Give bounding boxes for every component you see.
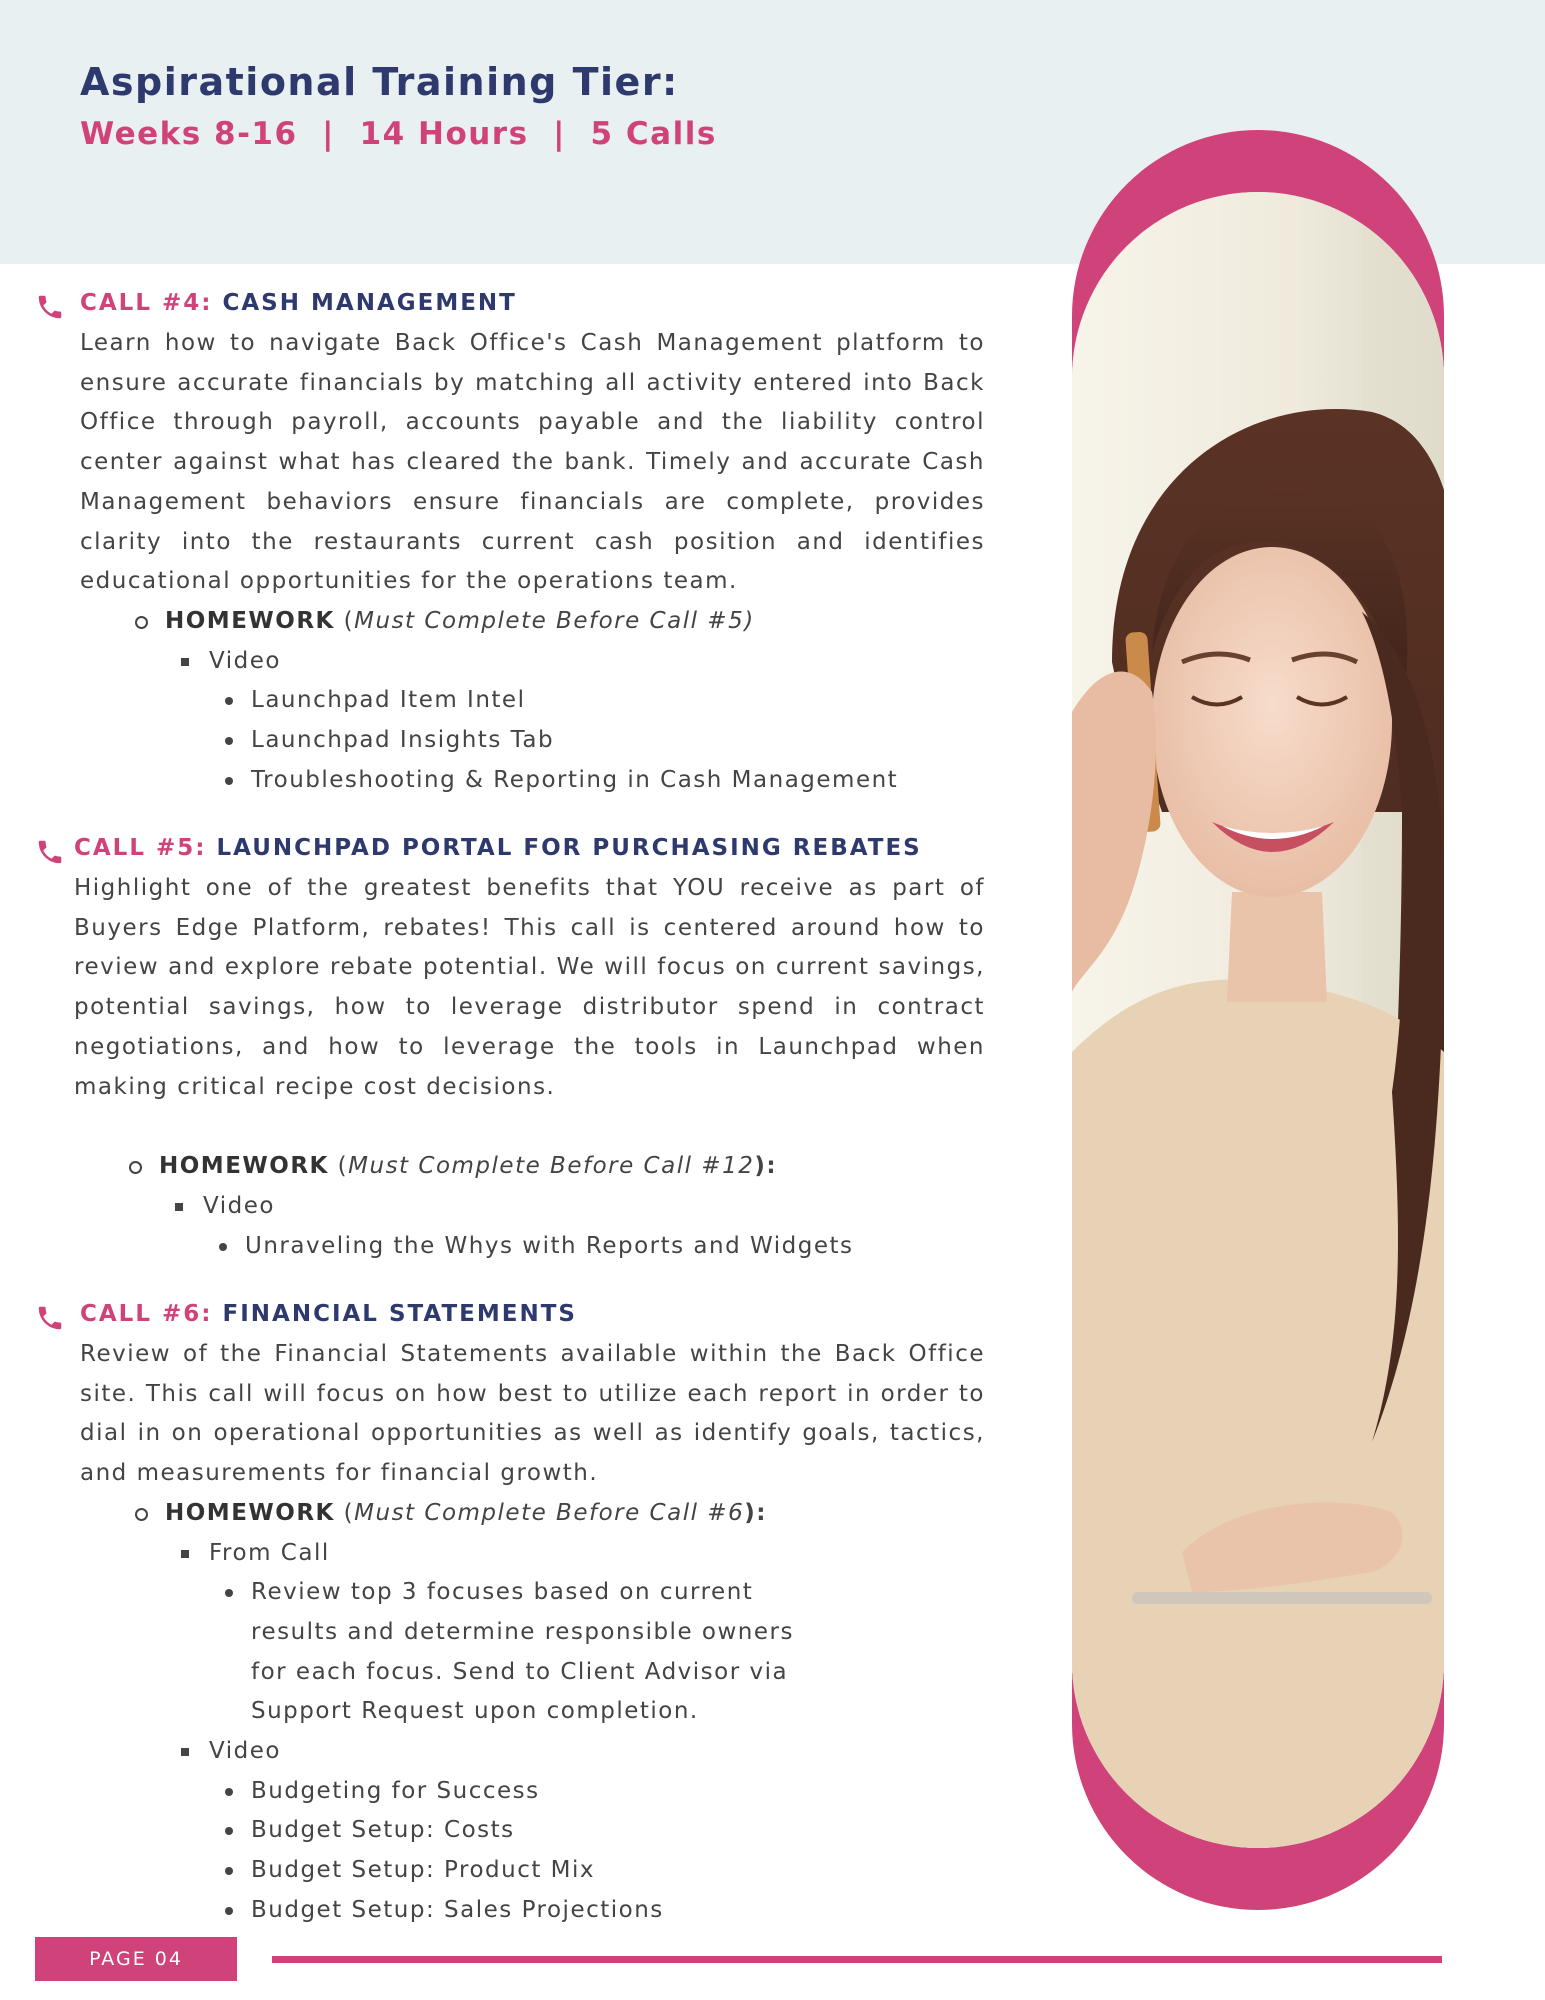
homework-line: [35, 1494, 985, 1534]
call-section-4: [35, 290, 985, 800]
dot-bullet-icon: [225, 1589, 233, 1597]
list-item: [35, 1772, 985, 1812]
list-item: [35, 761, 985, 801]
call-description: Learn how to navigate Back Office's Cash Management platform to ensure accurate financials by matching all activity entered into Back Office through payroll, accounts payable and the liability control center against what has cleared the bank. Timely and accurate Cash Management behaviors ensure financials are complete, provides clarity into the restaurants current cash position and identifies educational opportunities for the operations team.: [80, 330, 985, 595]
homework-line: [35, 602, 985, 642]
dot-bullet-icon: [225, 1788, 233, 1796]
phone-icon: [35, 837, 65, 867]
homework-paren: (: [328, 1153, 349, 1180]
square-bullet-icon: [181, 1550, 189, 1558]
phone-icon: [35, 292, 65, 322]
list-item-text: Budgeting for Success: [251, 1777, 540, 1804]
photo-mask: [1072, 192, 1444, 1848]
dot-bullet-icon: [225, 1827, 233, 1835]
phone-icon: [35, 1303, 65, 1333]
dot-bullet-icon: [219, 1243, 227, 1251]
photo-frame: [1072, 130, 1444, 1910]
list-item: [35, 1573, 831, 1732]
call-section-5: [35, 835, 985, 1266]
call-heading: [35, 290, 985, 324]
list-item-text: Review top 3 focuses based on current results and determine responsible owners for each focus. Send to Client Advisor via Support Request upon completion.: [251, 1579, 794, 1725]
list-item: [35, 681, 985, 721]
homework-group-label: From Call: [209, 1539, 330, 1566]
homework-close: ):: [744, 1499, 767, 1526]
call-number: CALL #5:: [74, 835, 207, 861]
homework-paren: (: [334, 607, 355, 634]
homework-group-label: Video: [209, 647, 281, 674]
list-item: [35, 1811, 985, 1851]
homework-group-label: Video: [209, 1738, 281, 1765]
call-description: Review of the Financial Statements available within the Back Office site. This call will focus on how best to utilize each report in order to dial in on operational opportunities as well as identify goals, tactics, and measurements for financial growth.: [80, 1341, 985, 1487]
list-item-text: Budget Setup: Costs: [251, 1817, 515, 1844]
list-item-text: Budget Setup: Product Mix: [251, 1857, 596, 1884]
page-subtitle: Weeks 8-16 | 14 Hours | 5 Calls: [80, 116, 717, 152]
call-heading: [35, 1301, 985, 1335]
spacer: [35, 1107, 985, 1147]
list-item: [35, 1851, 985, 1891]
homework-group: [35, 1534, 985, 1574]
circle-bullet-icon: [135, 616, 148, 629]
circle-bullet-icon: [129, 1161, 142, 1174]
dot-bullet-icon: [225, 1907, 233, 1915]
square-bullet-icon: [175, 1203, 183, 1211]
homework-close: ):: [754, 1153, 778, 1180]
circle-bullet-icon: [135, 1508, 148, 1521]
homework-note: Must Complete Before Call #6: [354, 1499, 745, 1526]
homework-label: HOMEWORK: [165, 607, 335, 634]
list-item: [35, 1891, 985, 1931]
call-section-6: [35, 1301, 985, 1931]
homework-note: Must Complete Before Call #12: [348, 1153, 755, 1180]
woman-on-phone-photo: [1072, 192, 1444, 1848]
call-topic: LAUNCHPAD PORTAL FOR PURCHASING REBATES: [216, 835, 922, 861]
homework-group: [35, 1187, 985, 1227]
list-item: [35, 1227, 985, 1267]
dot-bullet-icon: [225, 777, 233, 785]
list-item: [35, 721, 985, 761]
call-topic: CASH MANAGEMENT: [222, 290, 517, 316]
footer-rule: [272, 1956, 1442, 1963]
call-number: CALL #4:: [80, 290, 213, 316]
homework-label: HOMEWORK: [165, 1499, 335, 1526]
call-heading: [35, 835, 985, 869]
call-topic: FINANCIAL STATEMENTS: [222, 1301, 577, 1327]
square-bullet-icon: [181, 1748, 189, 1756]
dot-bullet-icon: [225, 1867, 233, 1875]
homework-group: [35, 642, 985, 682]
list-item-text: Launchpad Insights Tab: [251, 727, 555, 754]
list-item-text: Budget Setup: Sales Projections: [251, 1896, 664, 1923]
page-number-badge: PAGE 04: [35, 1937, 237, 1981]
square-bullet-icon: [181, 658, 189, 666]
homework-label: HOMEWORK: [159, 1153, 329, 1180]
list-item-text: Launchpad Item Intel: [251, 687, 526, 714]
homework-group-label: Video: [203, 1192, 275, 1219]
dot-bullet-icon: [225, 737, 233, 745]
page-title: Aspirational Training Tier:: [80, 60, 679, 104]
call-number: CALL #6:: [80, 1301, 213, 1327]
dot-bullet-icon: [225, 697, 233, 705]
homework-note: Must Complete Before Call #5): [354, 607, 755, 634]
homework-paren: (: [334, 1499, 355, 1526]
list-item-text: Troubleshooting & Reporting in Cash Management: [251, 766, 899, 793]
list-item-text: Unraveling the Whys with Reports and Widgets: [245, 1232, 854, 1259]
call-description: Highlight one of the greatest benefits that YOU receive as part of Buyers Edge Platform, rebates! This call is centered around how to review and explore rebate potential. We will focus on current savings, potential savings, how to leverage distributor spend in contract negotiations, and how to leverage the tools in Launchpad when making critical recipe cost decisions.: [74, 875, 985, 1100]
homework-group: [35, 1732, 985, 1772]
homework-line: [35, 1147, 985, 1187]
